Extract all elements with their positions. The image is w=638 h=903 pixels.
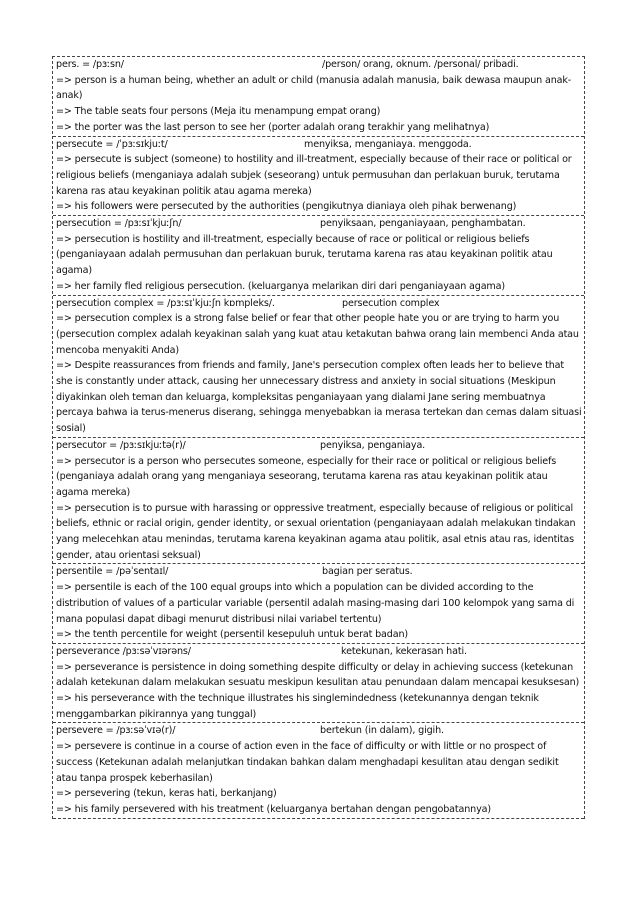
entry-example: => the porter was the last person to see her (porter adalah orang terakhir yang melihatnya)	[56, 121, 490, 133]
dictionary-table	[52, 56, 585, 819]
entry-translation: penyiksa, penganiaya.	[320, 439, 426, 451]
entry-headline	[56, 564, 582, 580]
entry-definition: => perseverance is persistence in doing something despite difficulty or delay in achieving success (ketekunan adalah ketekunan dalam melakukan sesuatu meskipun kesulitan atau penundaan dalam mencapai kesuksesan)	[56, 661, 580, 689]
entry-headword: persecutor = /pɜːsɪkjuːtə(r)/	[56, 439, 186, 451]
entry-headline	[56, 644, 582, 660]
entry-headline	[56, 57, 582, 73]
entry-headword: persevere = /pɜːsəˈvɪə(r)/	[56, 725, 176, 737]
entry-persevere	[53, 723, 584, 818]
entry-headword: persecution complex = /pɜːsɪˈkjuːʃn kɒmpleks/.	[56, 297, 275, 309]
entry-definition: => persentile is each of the 100 equal groups into which a population can be divided according to the distribution of values of a particular variable (persentil adalah masing-masing dari 100 kelompok yang sama di mana populasi dapat dibagi menurut distribusi nilai variabel tertentu)	[56, 582, 575, 625]
entry-translation: persecution complex	[342, 297, 440, 309]
entry-translation: bertekun (in dalam), gigih.	[320, 725, 444, 737]
entry-persecute	[53, 137, 584, 217]
entry-translation: bagian per seratus.	[322, 566, 413, 578]
entry-persentile	[53, 564, 584, 644]
entry-translation: ketekunan, kekerasan hati.	[341, 645, 467, 657]
entry-headline	[56, 723, 582, 739]
entry-example: => his perseverance with the technique illustrates his singlemindedness (ketekunannya dengan teknik menggambarkan pikirannya yang tunggal)	[56, 693, 539, 720]
entry-headword: persecution = /pɜːsɪˈkjuːʃn/	[56, 218, 182, 229]
entry-headword: pers. = /pɜːsn/	[56, 59, 124, 70]
entry-definition: => person is a human being, whether an adult or child (manusia adalah manusia, baik dewasa maupun anak-anak)	[56, 74, 572, 102]
entry-example: => The table seats four persons (Meja itu menampung empat orang)	[56, 106, 381, 118]
entry-translation: penyiksaan, penganiayaan, penghambatan.	[320, 218, 526, 229]
entry-headword: persecute = /ˈpɜːsɪkjuːt/	[56, 138, 168, 150]
entry-example: => persevering (tekun, keras hati, berkanjang)	[56, 788, 277, 800]
entry-example: => his family persevered with his treatment (keluarganya bertahan dengan pengobatannya)	[56, 803, 491, 815]
entry-headword: perseverance /pɜːsəˈvɪərəns/	[56, 645, 191, 657]
entry-translation: menyiksa, menganiaya. menggoda.	[304, 138, 472, 150]
entry-pers	[53, 57, 584, 137]
entry-perseverance	[53, 644, 584, 724]
entry-persecution	[53, 216, 584, 296]
entry-headline	[56, 296, 582, 312]
entry-headline	[56, 137, 582, 153]
entry-persecution-complex	[53, 296, 584, 438]
entry-headline	[56, 216, 582, 232]
entry-example: => his followers were persecuted by the authorities (pengikutnya dianiaya oleh pihak berwenang)	[56, 201, 517, 213]
entry-translation: /person/ orang, oknum. /personal/ pribadi.	[322, 59, 519, 70]
entry-example: => her family fled religious persecution. (keluarganya melarikan diri dari penganiayaan agama)	[56, 280, 505, 292]
entry-definition: => persecutor is a person who persecutes someone, especially for their race or political or religious beliefs (penganiaya adalah orang yang menganiaya seseorang, terutama karena ras atau keyakinan politik atau agama mereka)	[56, 455, 557, 498]
entry-definition: => persecute is subject (someone) to hostility and ill-treatment, especially because of their race or political or religious beliefs (menganiaya adalah subjek (seseorang) untuk permusuhan dan perlakuan buruk, terutama karena ras atau keyakinan politik atau agama mereka)	[56, 154, 572, 197]
entry-example: => Despite reassurances from friends and family, Jane's persecution complex often leads her to believe that she is constantly under attack, causing her unnecessary distress and anxiety in social situations (Meskipun diyakinkan oleh teman dan keluarga, kompleksitas penganiayaan yang dialami Jane sering membuatnya percaya bahwa ia terus-menerus diserang, sehingga menyebabkan ia merasa tertekan dan cemas dalam situasi sosial)	[56, 360, 582, 435]
entry-headword: persentile = /pəˈsentaɪl/	[56, 566, 169, 578]
entry-example: => the tenth percentile for weight (persentil kesepuluh untuk berat badan)	[56, 629, 408, 641]
entry-headline	[56, 438, 582, 454]
entry-definition: => persecution complex is a strong false belief or fear that other people hate you or are trying to harm you (persecution complex adalah keyakinan salah yang kuat atau ketakutan bahwa orang lain membenci Anda atau mencoba menyakiti Anda)	[56, 313, 579, 356]
entry-definition: => persevere is continue in a course of action even in the face of difficulty or with little or no prospect of success (Ketekunan adalah melanjutkan tindakan bahkan dalam menghadapi kesulitan atau dengan sedikit atau tanpa prospek keberhasilan)	[56, 741, 559, 784]
entry-persecutor	[53, 438, 584, 565]
entry-definition: => persecution is hostility and ill-treatment, especially because of race or political or religious beliefs (penganiayaan adalah permusuhan dan perlakuan buruk, terutama karena ras atau keyakinan politik atau agama)	[56, 233, 553, 277]
entry-example: => persecution is to pursue with harassing or oppressive treatment, especially because of religious or political beliefs, ethnic or racial origin, gender identity, or sexual orientation (penganiayaan adalah melakukan tindakan yang melecehkan atau menindas, terutama karena keyakinan agama atau politik, asal etnis atau ras, identitas gender, atau orientasi seksual)	[56, 502, 576, 561]
